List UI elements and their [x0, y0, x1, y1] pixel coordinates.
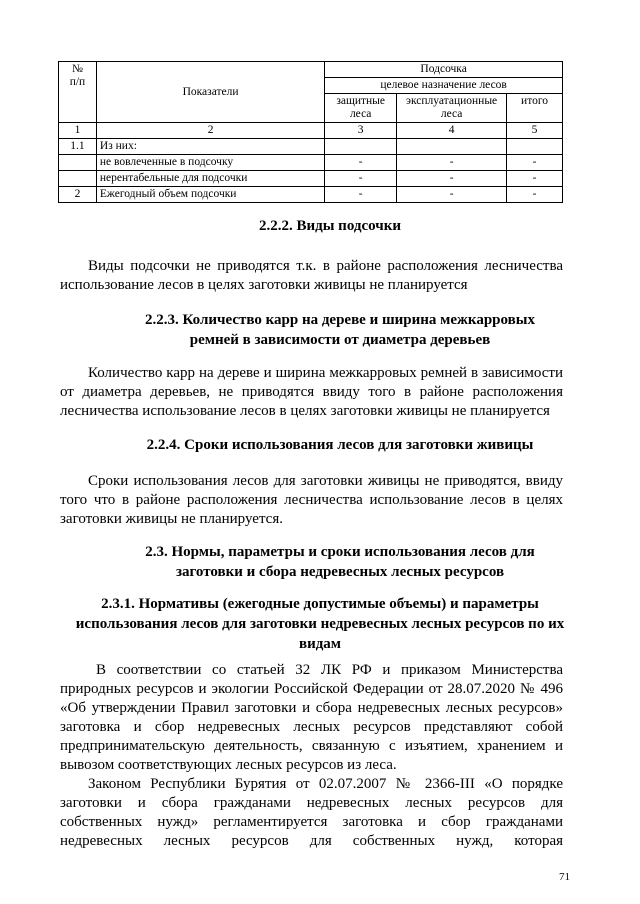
- paragraph-2-2-2: [60, 257, 563, 295]
- text-line: заготовка и сбор недревесных лесных ресурсов представляют собой: [60, 719, 563, 735]
- row-protective: -: [325, 155, 397, 171]
- text-line: вывозом соответствующих лесных ресурсов из леса.: [60, 757, 397, 773]
- row-name: Ежегодный объем подсочки: [96, 187, 324, 203]
- section-heading-2-2-4: 2.2.4. Сроки использования лесов для заготовки живицы: [146, 437, 534, 453]
- row-no: [59, 155, 97, 171]
- row-exploitation: -: [397, 155, 507, 171]
- table-row: [59, 171, 563, 187]
- row-name: нерентабельные для подсочки: [96, 171, 324, 187]
- text-line: заготовки и сбора гражданами недревесных лесных ресурсов для: [60, 795, 563, 811]
- heading-line: ремней в зависимости от диаметра деревьев: [189, 332, 491, 348]
- heading-line: 2.3.1. Нормативы (ежегодные допустимые объемы) и параметры: [101, 596, 539, 612]
- text-line: Количество карр на дереве и ширина межкарровых ремней в зависимости: [88, 365, 563, 381]
- header-protective: защитные леса: [325, 94, 397, 123]
- text-line: от диаметра деревьев, не приводятся ввиду того в районе расположения: [60, 384, 563, 400]
- col-number: 2: [96, 123, 324, 139]
- text-line: собственных нужд» регламентируется заготовка и сбор гражданами: [60, 814, 563, 830]
- header-total: итого: [507, 94, 563, 123]
- table-row: [59, 139, 563, 155]
- section-heading-2-3-1: [55, 594, 585, 654]
- section-heading-2-3: [100, 542, 580, 582]
- text-line: природных ресурсов и экологии Российской Федерации от 28.07.2020 № 496: [60, 681, 563, 697]
- row-protective: -: [325, 171, 397, 187]
- table-row: [59, 187, 563, 203]
- row-exploitation: -: [397, 187, 507, 203]
- row-total: -: [507, 187, 563, 203]
- section-heading-2-2-3: [100, 310, 580, 350]
- row-no: 1.1: [59, 139, 97, 155]
- table-row: [59, 155, 563, 171]
- text-line: Законом Республики Бурятия от 02.07.2007 № 2366-III «О порядке: [88, 776, 563, 792]
- tapping-table: [58, 61, 563, 203]
- paragraph-2-3-1-a: [60, 661, 563, 775]
- header-tapping: Подсочка: [325, 62, 563, 78]
- row-exploitation: [397, 139, 507, 155]
- header-indicators: Показатели: [96, 62, 324, 123]
- text-line: заготовки живицы не планируется.: [60, 511, 283, 527]
- row-name: Из них:: [96, 139, 324, 155]
- text-line: Сроки использования лесов для заготовки живицы не приводятся, ввиду: [88, 473, 563, 489]
- row-total: -: [507, 155, 563, 171]
- row-protective: -: [325, 187, 397, 203]
- col-number: 1: [59, 123, 97, 139]
- text-line: «Об утверждении Правил заготовки и сбора недревесных лесных ресурсов»: [60, 700, 563, 716]
- paragraph-2-2-3: [60, 364, 563, 421]
- row-no: 2: [59, 187, 97, 203]
- header-no: № п/п: [59, 62, 97, 123]
- paragraph-2-3-1-b: [60, 775, 563, 851]
- heading-line: 2.2.3. Количество карр на дереве и ширина межкарровых: [145, 312, 535, 328]
- heading-line: видам: [298, 636, 342, 652]
- page-number: 71: [559, 871, 570, 883]
- row-total: [507, 139, 563, 155]
- text-line: недревесных лесных ресурсов для собственных нужд, которая: [60, 833, 563, 849]
- heading-line: 2.3. Нормы, параметры и сроки использования лесов для: [145, 544, 535, 560]
- col-number: 4: [397, 123, 507, 139]
- row-exploitation: -: [397, 171, 507, 187]
- col-number: 5: [507, 123, 563, 139]
- column-numbers-row: [59, 123, 563, 139]
- row-total: -: [507, 171, 563, 187]
- row-name: не вовлеченные в подсочку: [96, 155, 324, 171]
- text-line: В соответствии со статьей 32 ЛК РФ и приказом Министерства: [96, 662, 563, 678]
- text-line: предпринимательскую деятельность, связанную с изъятием, хранением и: [60, 738, 563, 754]
- section-heading-2-2-2: 2.2.2. Виды подсочки: [258, 218, 401, 234]
- col-number: 3: [325, 123, 397, 139]
- text-line: того что в районе расположения лесничества использование лесов в целях: [60, 492, 563, 508]
- text-line: лесничества использование лесов в целях заготовки живицы не планируется: [60, 403, 550, 419]
- header-purpose: целевое назначение лесов: [325, 78, 563, 94]
- heading-line: заготовки и сбора недревесных лесных ресурсов: [175, 564, 505, 580]
- header-exploitation: эксплуатационные леса: [397, 94, 507, 123]
- row-no: [59, 171, 97, 187]
- heading-line: использования лесов для заготовки недревесных лесных ресурсов по их: [75, 616, 565, 632]
- text-line: использование лесов в целях заготовки живицы не планируется: [60, 277, 468, 293]
- text-line: Виды подсочки не приводятся т.к. в районе расположения лесничества: [88, 258, 563, 274]
- paragraph-2-2-4: [60, 472, 563, 529]
- row-protective: [325, 139, 397, 155]
